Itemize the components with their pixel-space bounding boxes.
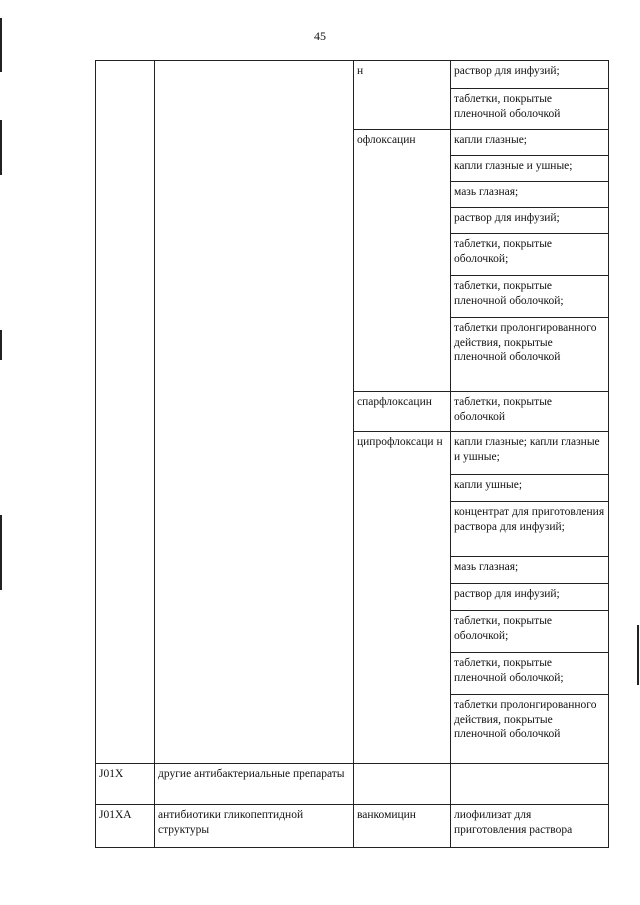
row-rule [450, 501, 609, 502]
group-name-cell: другие антибактериальные препараты [158, 768, 345, 780]
dosage-form-cell: таблетки, покрытые оболочкой; [454, 615, 553, 642]
dosage-form-cell: капли глазные и ушные; [454, 160, 573, 172]
row-rule [450, 804, 609, 805]
row-rule [353, 60, 450, 61]
row-rule [450, 155, 609, 156]
dosage-form-cell: раствор для инфузий; [454, 588, 560, 600]
dosage-form-cell: капли ушные; [454, 479, 523, 491]
dosage-form-cell: капли глазные; [454, 134, 527, 146]
column-rule [154, 60, 155, 847]
drug-name-cell: ванкомицин [357, 809, 416, 821]
scan-edge-mark [0, 18, 2, 72]
drug-name-cell: н [357, 65, 364, 77]
table-border [95, 60, 96, 847]
drug-name-cell: ципрофлоксаци н [357, 436, 443, 448]
atc-code-cell: J01XA [99, 809, 132, 821]
row-rule [450, 610, 609, 611]
table-border [608, 60, 609, 847]
row-rule [450, 181, 609, 182]
dosage-form-cell: раствор для инфузий; [454, 65, 560, 77]
row-rule [450, 88, 609, 89]
column-rule [450, 60, 451, 847]
row-rule [450, 233, 609, 234]
row-rule [450, 652, 609, 653]
scan-edge-mark [0, 515, 2, 590]
dosage-form-cell: лиофилизат для приготовления раствора [454, 809, 573, 836]
scan-edge-mark [0, 330, 2, 360]
drug-name-cell: офлоксацин [357, 134, 416, 146]
row-rule [450, 694, 609, 695]
row-rule [353, 763, 450, 764]
row-rule [353, 129, 450, 130]
dosage-form-cell: таблетки, покрытые оболочкой; [454, 238, 553, 265]
row-rule [450, 431, 609, 432]
drug-name-cell: спарфлоксацин [357, 396, 432, 408]
row-rule [353, 804, 450, 805]
scan-edge-mark [637, 625, 639, 685]
row-rule [450, 129, 609, 130]
column-rule [353, 60, 354, 847]
dosage-form-cell: мазь глазная; [454, 186, 519, 198]
dosage-form-cell: концентрат для приготовления раствора для инфузий; [454, 506, 605, 533]
row-rule [450, 474, 609, 475]
drug-table [95, 60, 609, 845]
row-rule [450, 583, 609, 584]
dosage-form-cell: таблетки пролонгированного действия, покрытые пленочной оболочкой [454, 322, 597, 363]
row-rule [353, 391, 450, 392]
row-rule [450, 317, 609, 318]
dosage-form-cell: капли глазные; капли глазные и ушные; [454, 436, 600, 463]
row-rule [353, 431, 450, 432]
row-rule [95, 804, 353, 805]
dosage-form-cell: таблетки пролонгированного действия, покрытые пленочной оболочкой [454, 699, 597, 740]
page-number: 45 [314, 29, 326, 43]
dosage-form-cell: таблетки, покрытые пленочной оболочкой; [454, 657, 564, 684]
row-rule [450, 763, 609, 764]
scan-edge-mark [0, 120, 2, 175]
table-border [95, 847, 609, 848]
atc-code-cell: J01X [99, 768, 124, 780]
row-rule [450, 207, 609, 208]
row-rule [450, 391, 609, 392]
dosage-form-cell: таблетки, покрытые оболочкой [454, 396, 553, 423]
dosage-form-cell: мазь глазная; [454, 561, 519, 573]
row-rule [450, 275, 609, 276]
dosage-form-cell: таблетки, покрытые пленочной оболочкой [454, 93, 561, 120]
group-name-cell: антибиотики гликопептидной структуры [158, 809, 304, 836]
dosage-form-cell: таблетки, покрытые пленочной оболочкой; [454, 280, 564, 307]
dosage-form-cell: раствор для инфузий; [454, 212, 560, 224]
row-rule [450, 60, 609, 61]
row-rule [450, 556, 609, 557]
row-rule [95, 763, 353, 764]
